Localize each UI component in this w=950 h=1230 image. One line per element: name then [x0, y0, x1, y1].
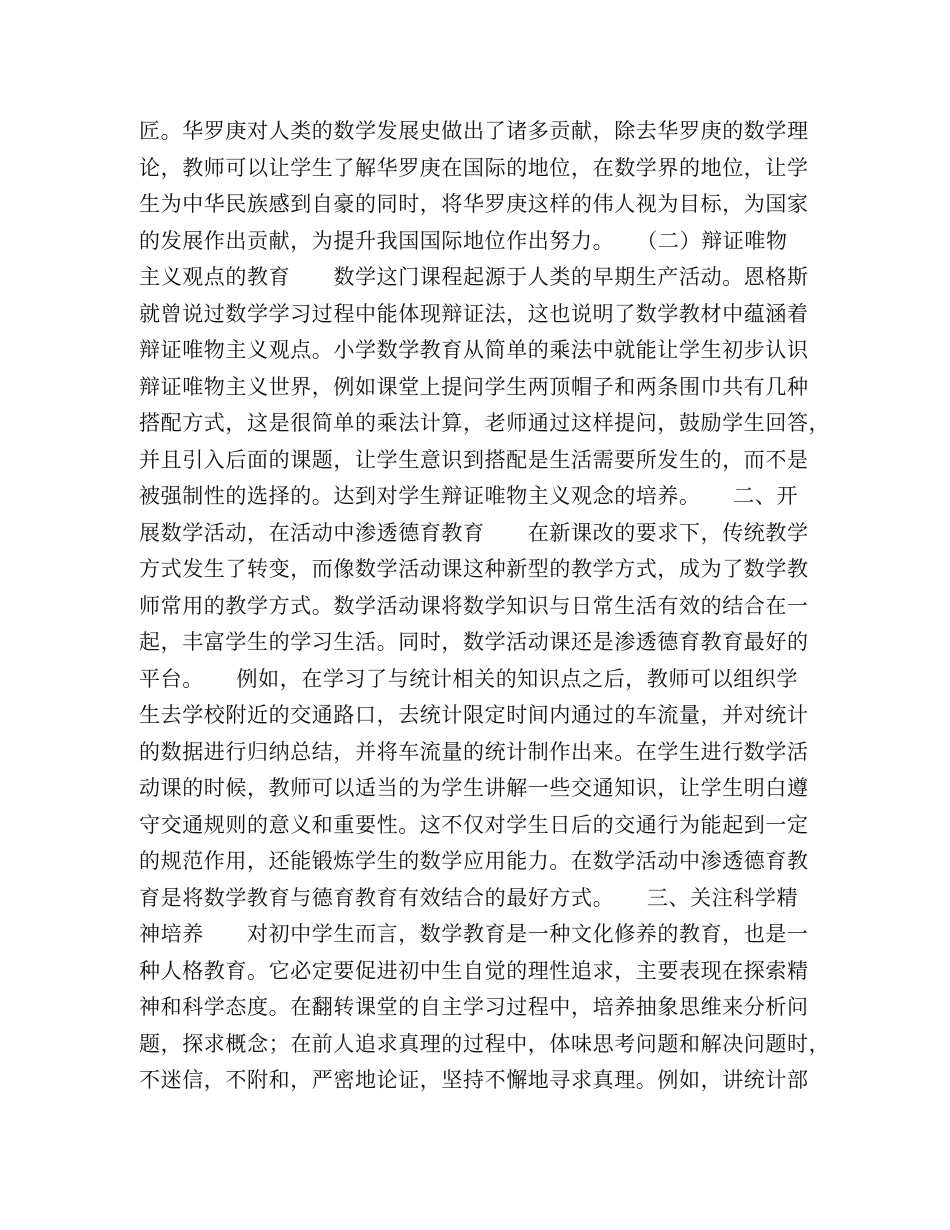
text-line: 起，丰富学生的学习生活。同时，数学活动课还是渗透德育教育最好的 — [139, 630, 809, 654]
text-line: 论，教师可以让学生了解华罗庚在国际的地位，在数学界的地位，让学 — [139, 155, 809, 180]
text-line: 搭配方式，这是很简单的乘法计算，老师通过这样提问，鼓励学生回答， — [139, 411, 831, 435]
text-line: 辩证唯物主义世界，例如课堂上提问学生两顶帽子和两条围巾共有几种 — [139, 374, 809, 399]
text-line: 题，探求概念；在前人追求真理的过程中，体味思考问题和解决问题时， — [139, 1031, 831, 1056]
text-line: 匠。华罗庚对人类的数学发展史做出了诸多贡献，除去华罗庚的数学理 — [139, 119, 809, 143]
text-line: 就曾说过数学学习过程中能体现辩证法，这也说明了数学教材中蕴涵着 — [139, 301, 809, 326]
text-line: 并且引入后面的课题，让学生意识到搭配是生活需要所发生的，而不是 — [139, 447, 809, 472]
body-text — [139, 113, 839, 1099]
text-line: 神培养 对初中学生而言，数学教育是一种文化修养的教育，也是一 — [139, 922, 809, 946]
text-line: 的规范作用，还能锻炼学生的数学应用能力。在数学活动中渗透德育教 — [139, 849, 809, 873]
text-line: 被强制性的选择的。达到对学生辩证唯物主义观念的培养。 二、开 — [139, 484, 799, 508]
text-line: 主义观点的教育 数学这门课程起源于人类的早期生产活动。恩格斯 — [139, 265, 809, 289]
text-line: 育是将数学教育与德育教育有效结合的最好方式。 三、关注科学精 — [139, 885, 799, 910]
text-line: 辩证唯物主义观点。小学数学教育从简单的乘法中就能让学生初步认识 — [139, 338, 809, 362]
text-line: 师常用的教学方式。数学活动课将数学知识与日常生活有效的结合在一 — [139, 593, 809, 618]
text-line: 的发展作出贡献，为提升我国国际地位作出努力。 （二）辩证唯物 — [139, 228, 788, 253]
text-line: 种人格教育。它必定要促进初中生自觉的理性追求，主要表现在探索精 — [139, 958, 809, 983]
text-line: 生为中华民族感到自豪的同时，将华罗庚这样的伟人视为目标，为国家 — [139, 192, 809, 216]
text-line: 的数据进行归纳总结，并将车流量的统计制作出来。在学生进行数学活 — [139, 739, 809, 764]
text-line: 不迷信，不附和，严密地论证，坚持不懈地寻求真理。例如，讲统计部 — [139, 1068, 809, 1092]
text-line: 展数学活动，在活动中渗透德育教育 在新课改的要求下，传统教学 — [139, 520, 809, 545]
text-line: 生去学校附近的交通路口，去统计限定时间内通过的车流量，并对统计 — [139, 703, 809, 727]
text-line: 方式发生了转变，而像数学活动课这种新型的教学方式，成为了数学教 — [139, 557, 809, 581]
text-line: 动课的时候，教师可以适当的为学生讲解一些交通知识，让学生明白遵 — [139, 776, 809, 800]
text-line: 守交通规则的意义和重要性。这不仅对学生日后的交通行为能起到一定 — [139, 812, 809, 837]
text-line: 平台。 例如，在学习了与统计相关的知识点之后，教师可以组织学 — [139, 666, 799, 691]
text-line: 神和科学态度。在翻转课堂的自主学习过程中，培养抽象思维来分析问 — [139, 995, 809, 1019]
